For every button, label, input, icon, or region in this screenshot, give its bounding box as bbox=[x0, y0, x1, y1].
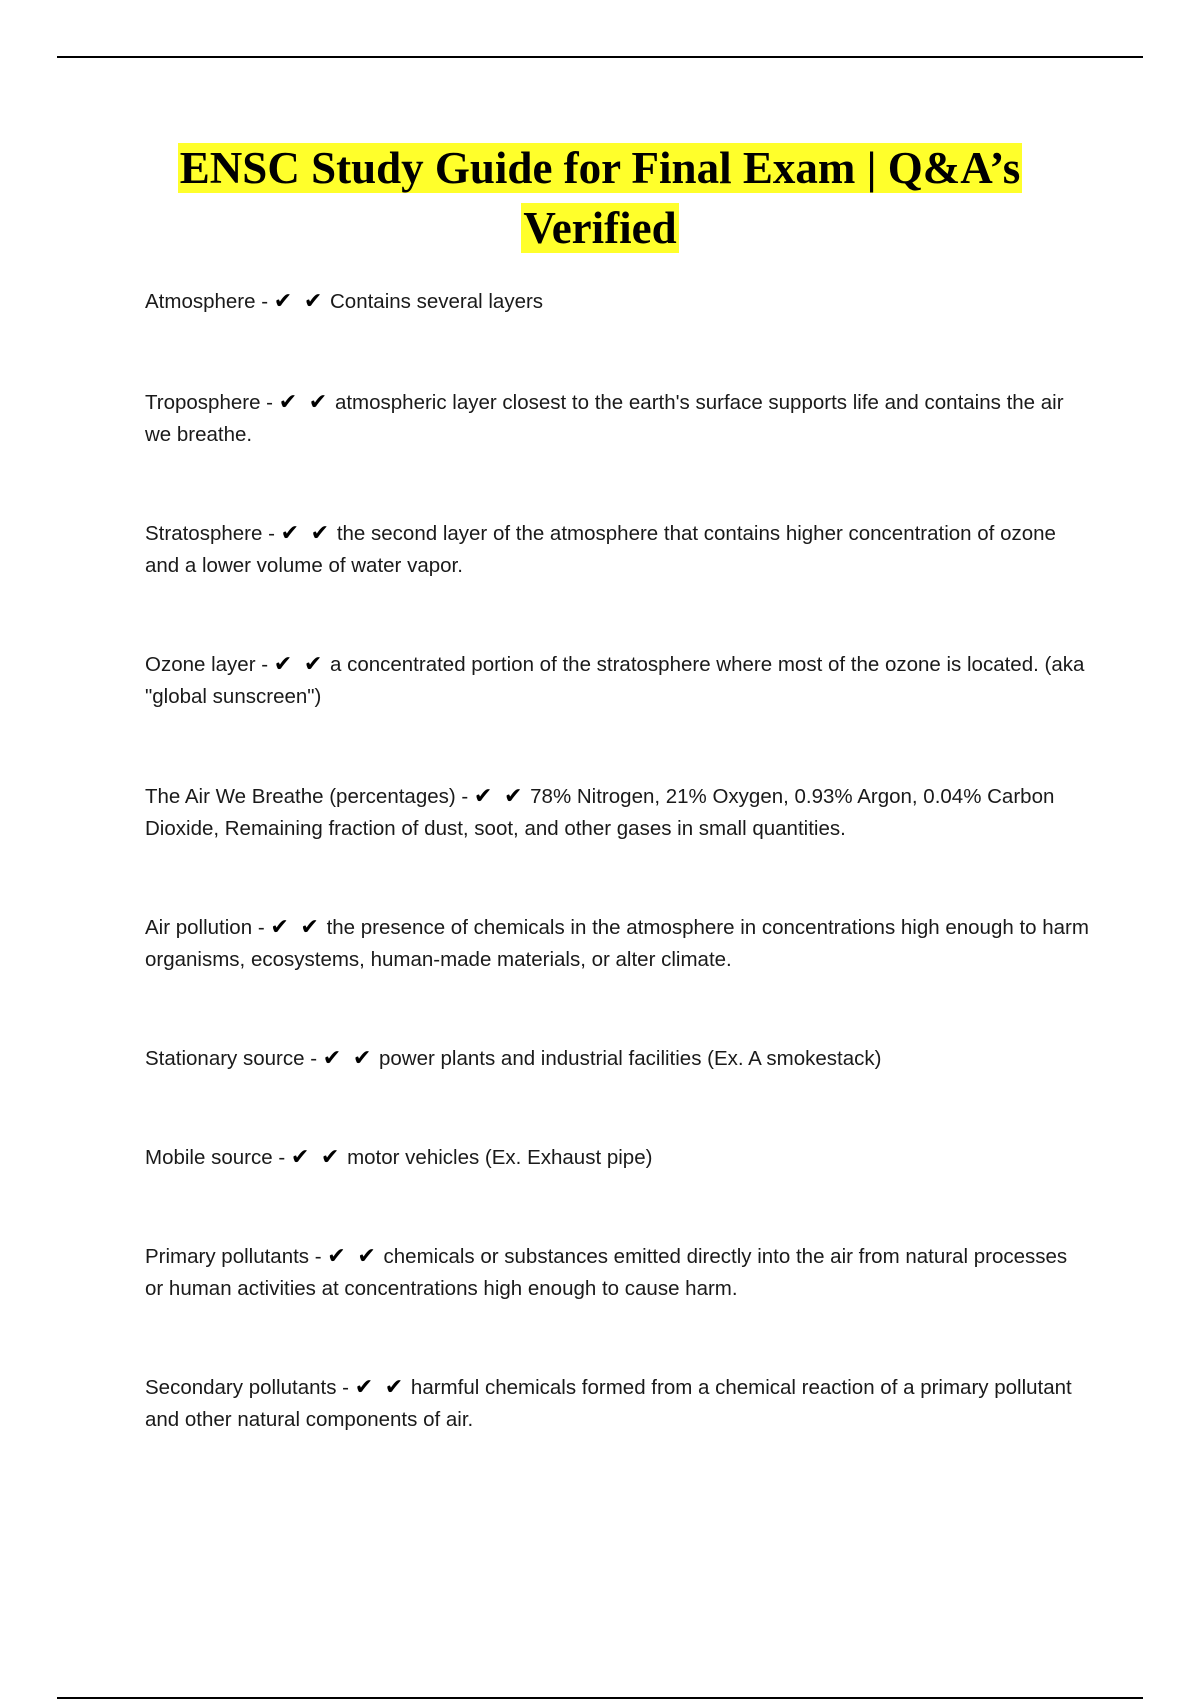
double-check-icon: ✔ ✔ bbox=[278, 390, 330, 415]
double-check-icon: ✔ ✔ bbox=[273, 289, 325, 314]
double-check-icon: ✔ ✔ bbox=[280, 521, 332, 546]
entry-term: Ozone layer bbox=[145, 653, 256, 676]
entry-separator: - bbox=[252, 916, 271, 939]
entry-definition: power plants and industrial facilities (Ex. A smokestack) bbox=[378, 1047, 882, 1070]
entry-term: Air pollution bbox=[145, 916, 253, 939]
entry-definition: chemicals or substances emitted directly into the air from natural processes or human activities at concentrations high enough to cause harm. bbox=[145, 1245, 1068, 1300]
entry-separator: - bbox=[336, 1376, 355, 1399]
entry-term: Troposphere bbox=[145, 391, 261, 414]
double-check-icon: ✔ ✔ bbox=[327, 1244, 378, 1269]
entry-term: Secondary pollutants bbox=[145, 1376, 337, 1399]
entry-definition: the second layer of the atmosphere that contains higher concentration of ozone and a lower volume of water vapor. bbox=[145, 522, 1056, 577]
entry-separator: - bbox=[260, 391, 279, 414]
qa-entry-secondary-pollutants bbox=[145, 1372, 1090, 1436]
entry-definition: a concentrated portion of the stratosphere where most of the ozone is located. (aka "global sunscreen") bbox=[145, 653, 1085, 708]
entry-definition: 78% Nitrogen, 21% Oxygen, 0.93% Argon, 0.04% Carbon Dioxide, Remaining fraction of dust, soot, and other gases in small quantities. bbox=[145, 785, 1055, 840]
qa-entry-atmosphere bbox=[145, 286, 1090, 318]
bottom-rule bbox=[57, 1697, 1143, 1699]
document-title bbox=[100, 138, 1100, 258]
qa-entry-air-we-breathe bbox=[145, 781, 1090, 845]
entry-definition: harmful chemicals formed from a chemical reaction of a primary pollutant and other natural components of air. bbox=[145, 1376, 1072, 1431]
double-check-icon: ✔ ✔ bbox=[273, 652, 325, 677]
double-check-icon: ✔ ✔ bbox=[270, 915, 321, 940]
double-check-icon: ✔ ✔ bbox=[473, 784, 525, 809]
title-line-2: Verified bbox=[523, 203, 677, 253]
entry-separator: - bbox=[255, 290, 274, 313]
double-check-icon: ✔ ✔ bbox=[322, 1046, 374, 1071]
entry-separator: - bbox=[304, 1047, 323, 1070]
qa-entry-ozone-layer bbox=[145, 649, 1090, 713]
double-check-icon: ✔ ✔ bbox=[354, 1375, 406, 1400]
entry-separator: - bbox=[262, 522, 281, 545]
double-check-icon: ✔ ✔ bbox=[290, 1145, 342, 1170]
qa-entry-troposphere bbox=[145, 387, 1090, 451]
entry-definition: atmospheric layer closest to the earth's surface supports life and contains the air we breathe. bbox=[145, 391, 1064, 446]
title-line-1: ENSC Study Guide for Final Exam | Q&A’s bbox=[179, 143, 1021, 193]
entry-separator: - bbox=[309, 1245, 328, 1268]
entry-separator: - bbox=[455, 785, 474, 808]
qa-entry-stationary-source bbox=[145, 1043, 1090, 1075]
entry-term: Stationary source bbox=[145, 1047, 305, 1070]
qa-entry-mobile-source bbox=[145, 1142, 1090, 1174]
entry-definition: motor vehicles (Ex. Exhaust pipe) bbox=[347, 1146, 653, 1169]
top-rule bbox=[57, 56, 1143, 58]
entry-definition: Contains several layers bbox=[329, 290, 544, 313]
entry-term: Mobile source bbox=[145, 1146, 273, 1169]
qa-entry-stratosphere bbox=[145, 518, 1090, 582]
entry-term: Atmosphere bbox=[145, 290, 256, 313]
qa-entry-air-pollution bbox=[145, 912, 1090, 976]
qa-entry-primary-pollutants bbox=[145, 1241, 1090, 1305]
entry-definition: the presence of chemicals in the atmosphere in concentrations high enough to harm organisms, ecosystems, human-made materials, or alter climate. bbox=[145, 916, 1089, 971]
entry-term: Primary pollutants bbox=[145, 1245, 310, 1268]
entry-term: Stratosphere bbox=[145, 522, 263, 545]
entry-separator: - bbox=[255, 653, 274, 676]
entry-term: The Air We Breathe (percentages) bbox=[145, 785, 456, 808]
entry-separator: - bbox=[272, 1146, 291, 1169]
